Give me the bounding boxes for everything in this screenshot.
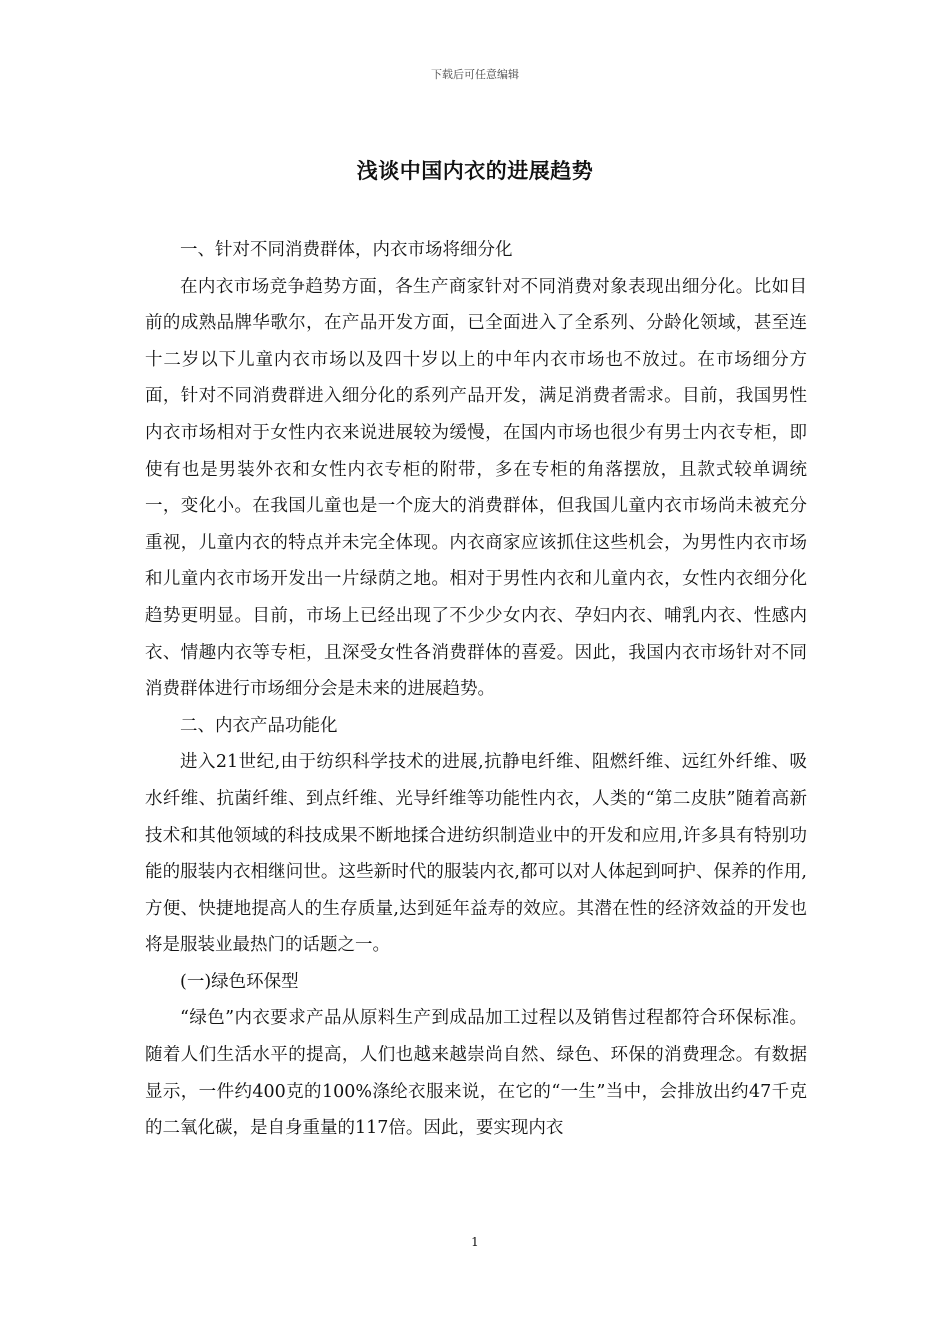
document-title: 浅谈中国内衣的进展趋势 [356, 159, 594, 183]
page-header-note: 下载后可任意编辑 [431, 68, 519, 81]
subsection-heading: (一)绿色环保型 [180, 971, 299, 992]
section-heading-1: 一、针对不同消费群体，内衣市场将细分化 [180, 240, 513, 260]
body-paragraph: 在内衣市场竞争趋势方面，各生产商家针对不同消费对象表现出细分化。比如目前的成熟品牌华歌尔，在产品开发方面，已全面进入了全系列、分龄化领域，甚至连十二岁以下儿童内衣市场以及四十岁以上的中年内衣市场也不放过。在市场细分方面，针对不同消费群进入细分化的系列产品开发，满足消费者需求。目前，我国男性内衣市场相对于女性内衣来说进展较为缓慢，在国内市场也很少有男士内衣专柜，即使有也是男装外衣和女性内衣专柜的附带，多在专柜的角落摆放，且款式较单调统一，变化小。在我国儿童也是一个庞大的消费群体，但我国儿童内衣市场尚未被充分重视，儿童内衣的特点并未完全体现。内衣商家应该抓住这些机会，为男性内衣市场和儿童内衣市场开发出一片绿荫之地。相对于男性内衣和儿童内衣，女性内衣细分化趋势更明显。目前，市场上已经出现了不少少女内衣、孕妇内衣、哺乳内衣、性感内衣、情趣内衣等专柜，且深受女性各消费群体的喜爱。因此，我国内衣市场针对不同消费群体进行市场细分会是未来的进展趋势。 [145, 276, 807, 700]
body-paragraph: “绿色”内衣要求产品从原料生产到成品加工过程以及销售过程都符合环保标准。随着人们生活水平的提高，人们也越来越崇尚自然、绿色、环保的消费理念。有数据显示，一件约400克的100%涤纶衣服来说，在它的“一生”当中，会排放出约47千克的二氧化碳，是自身重量的117倍。因此，要实现内衣 [145, 1008, 807, 1139]
body-paragraph: 进入21世纪,由于纺织科学技术的进展,抗静电纤维、阻燃纤维、远红外纤维、吸水纤维、抗菌纤维、到点纤维、光导纤维等功能性内衣，人类的“第二皮肤”随着高新技术和其他领域的科技成果不断地揉合进纺织制造业中的开发和应用,许多具有特别功能的服装内衣相继问世。这些新时代的服装内衣,都可以对人体起到呵护、保养的作用,方便、快捷地提高人的生存质量,达到延年益寿的效应。其潜在性的经济效益的开发也将是服装业最热门的话题之一。 [145, 752, 807, 956]
page-number: 1 [471, 1235, 479, 1249]
document-body [145, 232, 807, 1147]
section-heading-2: 二、内衣产品功能化 [180, 715, 338, 736]
